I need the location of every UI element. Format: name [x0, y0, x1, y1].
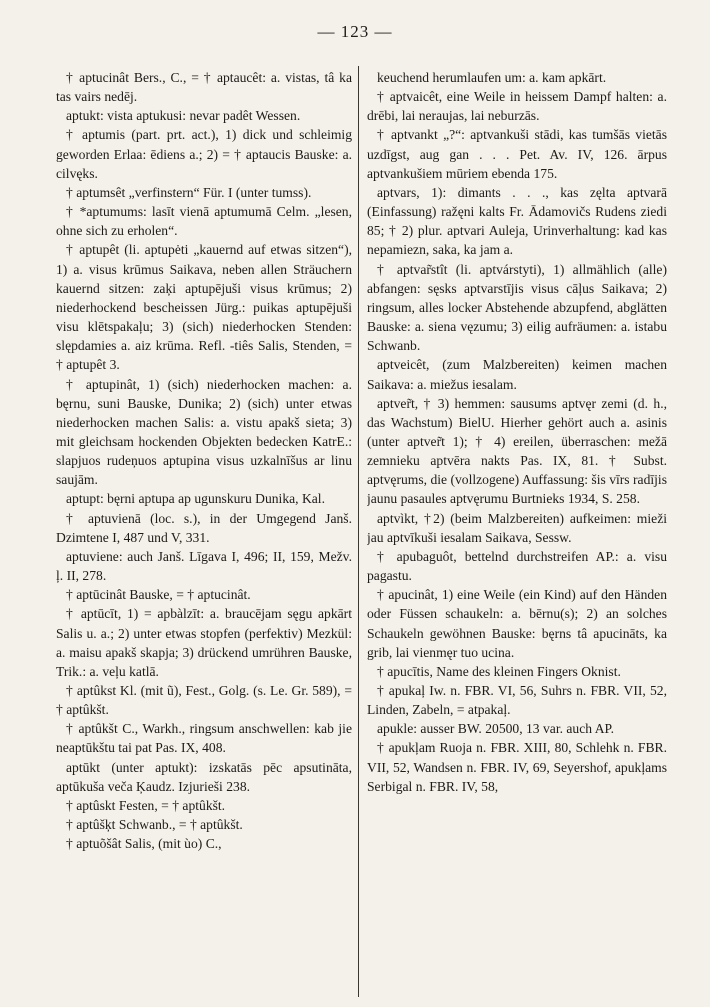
entry: † aptvaicêt, eine Weile in heissem Dampf halten: a. drēbi, lai neraujas, lai neburzās.: [367, 89, 667, 124]
entry: † aptûkst Kl. (mit ũ), Fest., Golg. (s. Le. Gr. 589), = † aptûkšt.: [56, 683, 352, 718]
entry: aptveicêt, (zum Malzbereiten) keimen machen Saikava: a. miežus iesalam.: [367, 357, 667, 392]
entry: † apucinât, 1) eine Weile (ein Kind) auf den Händen oder Füssen schaukeln: a. bērnu(s); 2) an solches Schaukeln gewöhnen Bauske: bęrns tâ apucināts, ka grib, lai vienmęr tuo ucina.: [367, 587, 667, 660]
entry: aptvars, 1): dimants . . ., kas zęlta aptvarā (Einfassung) ražęni kalts Fr. Ādamovičs Rudens ziedi 85; † 2) plur. aptvari Auleja, Urinverhaltung: kad kas nepamiezn, saka, ka jam a.: [367, 184, 667, 258]
entry: apukle: ausser BW. 20500, 13 var. auch AP.: [377, 721, 614, 737]
entry: aptūkt (unter aptukt): izskatās pēc apsutināta, aptūkuša veča Ķaudz. Izjurieši 238.: [56, 759, 352, 794]
entry: † apukaļ Iw. n. FBR. VI, 56, Suhrs n. FBR. VII, 52, Linden, Zabeln, = atpakaļ.: [367, 683, 667, 718]
entry: aptver̃t, † 3) hemmen: sausums aptvęr zemi (d. h., das Wachstum) BielU. Hierher gehört auch a. asinis (unter aptver̃t 1); † 4) ereilen, überraschen: mežā zemnieku aptvēra nakts Pas. IX, 81. † Subst. aptvęrums, die (vollzogene) Auffassung: šis vīrs radījis jaunu pasaules aptvęrumu Burtnieks 1934, S. 258.: [367, 395, 667, 507]
page-number: — 123 —: [317, 22, 393, 41]
entry: † aptūcinât Bauske, = † aptucinât.: [66, 587, 251, 603]
right-column: [367, 68, 667, 999]
entry: † aptumsêt „verfinstern“ Für. I (unter tumss).: [66, 184, 312, 200]
entry: † aptūcīt, 1) = apbàlzīt: a. braucējam sęgu apkārt Salis u. a.; 2) unter etwas stopfen (perfektiv) Mezkül: a. maisu apakš skapja; 3) drückend umrühren Bauske, Trik.: a. veļu katlā.: [56, 606, 352, 679]
entry: † aptûšķt Schwanb., = † aptûkšt.: [66, 817, 243, 833]
entry: † aptupinât, 1) (sich) niederhocken machen: a. bęrnu, suni Bauske, Dunika; 2) (sich) unter etwas niederhocken machen Salis: a. vistu apakš sieta; 3) mit gleichsam hockenden Objekten bedecken KatrE.: slapjuos rudeņuos aptupina visus uzkalnīšus ar linu saujām.: [56, 376, 352, 488]
entry: † aptvar̃stît (li. aptvárstyti), 1) allmählich (alle) abfangen: sęsks aptvarstījis visus cāļus Saikava; 2) ringsum, alles locker Abstehende abzupfend, abglätten Bauske: a. siena vęzumu; 3) eilig aufräumen: a. istabu Schwanb.: [367, 261, 667, 354]
column-divider: [358, 66, 359, 997]
entry: aptukt: vista aptukusi: nevar padêt Wessen.: [66, 108, 301, 124]
entry: † aptûkšt C., Warkh., ringsum anschwellen: kab jie neaptūkštu tai pat Pas. IX, 408.: [56, 721, 352, 756]
entry: † aptvankt „?“: aptvankuši stādi, kas tumšās vietās uzdīgst, aug gan . . . Pet. Av. IV, 126. ārpus aptvankušiem mūriem ebenda 175.: [367, 127, 667, 181]
entry: † apucītis, Name des kleinen Fingers Oknist.: [377, 663, 621, 679]
entry: aptvìkt, †2) (beim Malzbereiten) aufkeimen: mieži jau aptvīkuši iesalam Saikava, Sessw.: [367, 510, 667, 545]
entry: aptuviene: auch Janš. Līgava I, 496; II, 159, Mežv. ļ. II, 278.: [56, 548, 352, 584]
entry: keuchend herumlaufen um: a. kam apkārt.: [377, 70, 607, 85]
entry: † *aptumums: lasīt vienā aptumumā Celm. „lesen, ohne sich zu erholen“.: [56, 204, 352, 239]
entry: † apukļam Ruoja n. FBR. XIII, 80, Schlehk n. FBR. VII, 52, Wandsen n. FBR. IV, 69, Seyershof, apukļams Serbigal n. FBR. IV, 58,: [367, 740, 667, 794]
entry: † aptupêt (li. aptupėti „kauernd auf etwas sitzen“), 1) a. visus krūmus Saikava, neben allen Sträuchern kauernd sitzen: zaķi aptupējuši visus krūmus; 2) niederhockend bescheissen Jürg.: puikas aptupējuši visu klētspakaļu; 3) (sich) niederhocken Stenden: slępdamies a. aiz krūma. Refl. -tiês Salis, Stenden, = † aptupêt 3.: [56, 242, 352, 373]
entry: aptupt: bęrni aptupa ap ugunskuru Dunika, Kal.: [66, 491, 325, 507]
left-column: [56, 68, 352, 999]
entry: † apubaguôt, bettelnd durchstreifen AP.: a. visu pagastu.: [367, 548, 667, 584]
entry: † aptuvienā (loc. s.), in der Umgegend Janš. Dzimtene I, 487 und V, 331.: [56, 510, 352, 545]
entry: † aptuõšât Salis, (mit ùo) C.,: [66, 836, 222, 852]
entry: † aptucinât Bers., C., = † aptaucêt: a. vistas, tâ ka tas vairs nedēj.: [56, 70, 352, 105]
entry: † aptûskt Festen, = † aptûkšt.: [66, 797, 226, 813]
entry: † aptumis (part. prt. act.), 1) dick und schleimig geworden Erlaa: ēdiens a.; 2) = † aptaucis Bauske: a. cilvęks.: [56, 127, 352, 181]
